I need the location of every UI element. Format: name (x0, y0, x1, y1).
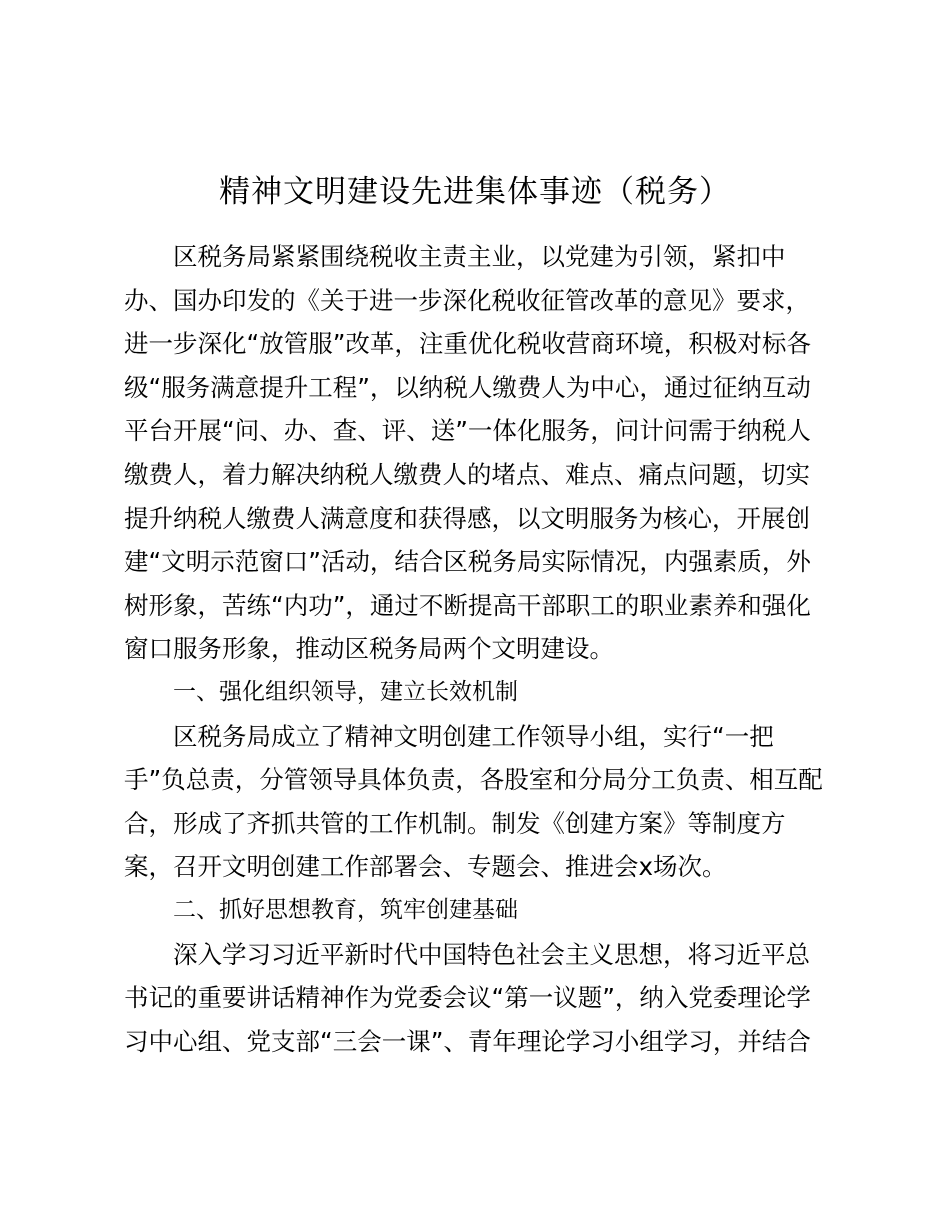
paragraph-line: 区税务局成立了精神文明创建工作领导小组，实行“一把 (173, 721, 774, 751)
paragraph-line: 习中心组、党支部“三会一课”、青年理论学习小组学习，并结合 (124, 1026, 811, 1056)
paragraph-line: 平台开展“问、办、查、评、送”一体化服务，问计问需于纳税人 (124, 416, 811, 446)
paragraph-line: 合，形成了齐抓共管的工作机制。制发《创建方案》等制度方 (124, 808, 786, 838)
paragraph-line: 进一步深化“放管服”改革，注重优化税收营商环境，积极对标各 (124, 329, 811, 359)
paragraph-line: 树形象，苦练“内功”，通过不断提高干部职工的职业素养和强化 (124, 590, 811, 620)
paragraph-line: 级“服务满意提升工程”，以纳税人缴费人为中心，通过征纳互动 (124, 372, 811, 402)
paragraph-line: 案，召开文明创建工作部署会、专题会、推进会x场次。 (124, 852, 727, 882)
paragraph-line: 办、国办印发的《关于进一步深化税收征管改革的意见》要求， (124, 285, 810, 315)
section-heading-1: 一、强化组织领导，建立长效机制 (173, 678, 518, 705)
document-title: 精神文明建设先进集体事迹（税务） (219, 174, 731, 210)
paragraph-line: 区税务局紧紧围绕税收主责主业，以党建为引领，紧扣中 (173, 242, 786, 271)
paragraph-line: 建“文明示范窗口”活动，结合区税务局实际情况，内强素质，外 (124, 547, 811, 577)
paragraph-line: 书记的重要讲话精神作为党委会议“第一议题”，纳入党委理论学 (124, 983, 811, 1013)
paragraph-line: 深入学习习近平新时代中国特色社会主义思想，将习近平总 (173, 939, 810, 969)
paragraph-line: 缴费人，着力解决纳税人缴费人的堵点、难点、痛点问题，切实 (124, 459, 810, 489)
paragraph-line: 提升纳税人缴费人满意度和获得感，以文明服务为核心，开展创 (124, 503, 810, 533)
section-heading-2: 二、抓好思想教育，筑牢创建基础 (173, 896, 518, 923)
paragraph-line: 手”负总责，分管领导具体负责，各股室和分局分工负责、相互配 (124, 765, 823, 795)
paragraph-line: 窗口服务形象，推动区税务局两个文明建设。 (124, 634, 614, 664)
document-body (124, 235, 834, 1063)
